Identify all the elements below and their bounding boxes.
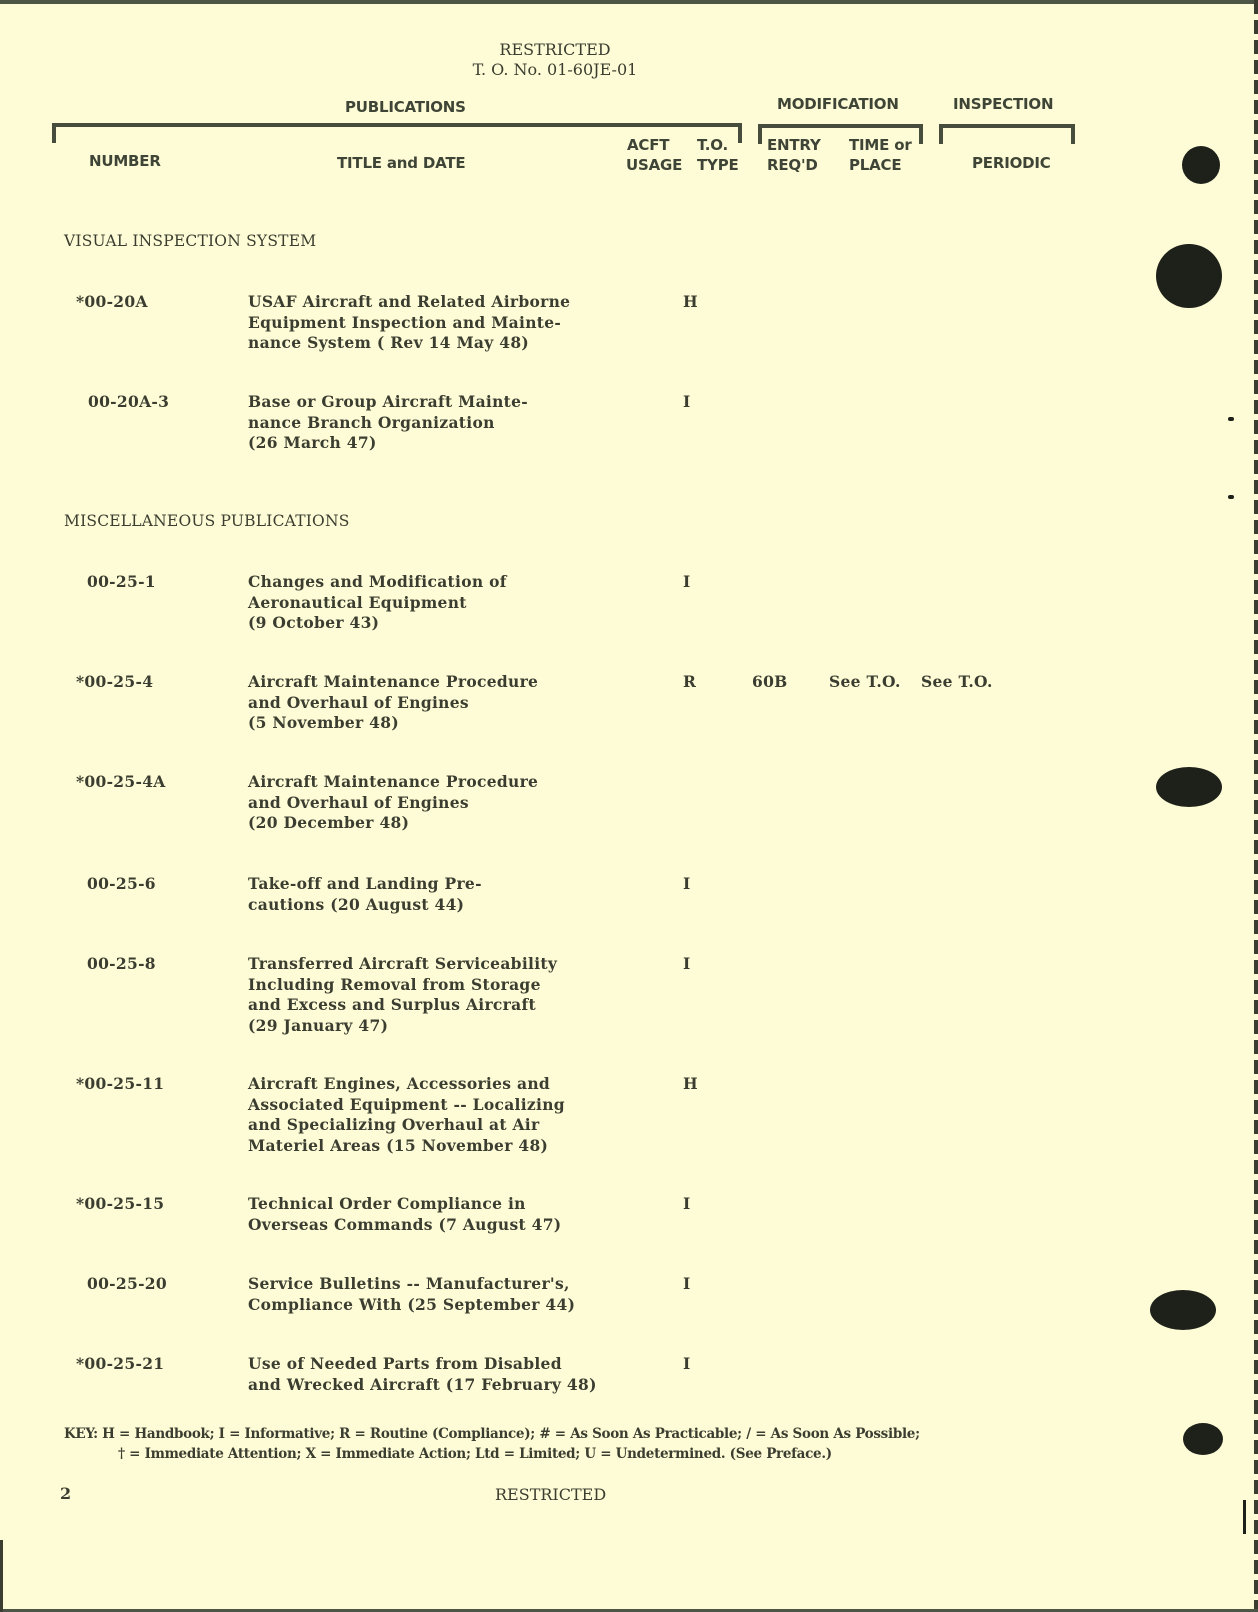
publication-number: *00-25-11: [76, 1074, 165, 1093]
modification-bracket: [758, 124, 923, 128]
entry-reqd: 60B: [752, 672, 788, 691]
publication-number: *00-20A: [76, 292, 148, 311]
binder-mark: [1228, 495, 1234, 499]
col-entry-reqd: ENTRY REQ'D: [767, 136, 821, 174]
publication-title: Changes and Modification of Aeronautical Equipment (9 October 43): [248, 572, 507, 632]
punch-hole: [1156, 767, 1222, 807]
inspection-bracket: [939, 124, 1075, 128]
col-time-place: TIME or PLACE: [849, 136, 912, 174]
to-type: I: [683, 1354, 691, 1373]
col-title-date: TITLE and DATE: [337, 154, 466, 172]
section-title: MISCELLANEOUS PUBLICATIONS: [64, 512, 350, 530]
to-type: I: [683, 874, 691, 893]
page-left-edge: [0, 1540, 3, 1612]
publication-title: USAF Aircraft and Related Airborne Equipment Inspection and Mainte- nance System ( Rev 14 May 48): [248, 292, 571, 352]
col-to-type: T.O. TYPE: [697, 136, 739, 174]
key-legend: KEY: H = Handbook; I = Informative; R = Routine (Compliance); # = As Soon As Practicable; / = As Soon As Possible; † = Immediate Attention; X = Immediate Action; Ltd = Limited; U = Undetermined. (See Preface.): [64, 1426, 920, 1462]
to-number: T. O. No. 01-60JE-01: [472, 60, 638, 79]
publication-title: Technical Order Compliance in Overseas Commands (7 August 47): [248, 1194, 562, 1234]
to-type: I: [683, 572, 691, 591]
to-type: I: [683, 392, 691, 411]
to-type: I: [683, 1194, 691, 1213]
publication-number: 00-25-6: [87, 874, 156, 893]
punch-hole: [1183, 1423, 1223, 1455]
publication-number: *00-25-4: [76, 672, 154, 691]
binder-mark: [1228, 417, 1234, 421]
publication-title: Use of Needed Parts from Disabled and Wrecked Aircraft (17 February 48): [248, 1354, 597, 1394]
to-type: R: [683, 672, 697, 691]
publication-number: 00-25-8: [87, 954, 156, 973]
punch-hole: [1156, 244, 1222, 308]
publication-title: Aircraft Maintenance Procedure and Overhaul of Engines (20 December 48): [248, 772, 539, 832]
section-title: VISUAL INSPECTION SYSTEM: [64, 232, 317, 250]
punch-hole: [1150, 1290, 1216, 1330]
col-periodic: PERIODIC: [972, 154, 1051, 172]
to-type: H: [683, 292, 698, 311]
publication-title: Aircraft Maintenance Procedure and Overhaul of Engines (5 November 48): [248, 672, 539, 732]
publication-title: Service Bulletins -- Manufacturer's, Compliance With (25 September 44): [248, 1274, 576, 1314]
page-top-edge: [0, 0, 1258, 4]
punch-hole: [1182, 146, 1220, 184]
page-header: [400, 40, 710, 80]
col-acft-usage: ACFT USAGE: [626, 136, 683, 174]
publication-number: *00-25-15: [76, 1194, 165, 1213]
binder-mark: [1243, 1500, 1246, 1534]
publication-number: *00-25-4A: [76, 772, 166, 791]
publication-title: Base or Group Aircraft Mainte- nance Branch Organization (26 March 47): [248, 392, 529, 452]
classification-footer: RESTRICTED: [495, 1485, 607, 1504]
publication-number: 00-25-1: [87, 572, 156, 591]
page-right-edge: [1254, 0, 1258, 1612]
group-modification: MODIFICATION: [777, 95, 899, 113]
to-type: I: [683, 954, 691, 973]
to-type: I: [683, 1274, 691, 1293]
publication-title: Transferred Aircraft Serviceability Including Removal from Storage and Excess and Surplus Aircraft (29 January 47): [248, 954, 558, 1035]
periodic: See T.O.: [921, 672, 993, 691]
to-type: H: [683, 1074, 698, 1093]
group-publications: PUBLICATIONS: [345, 98, 466, 116]
publication-title: Take-off and Landing Pre- cautions (20 August 44): [248, 874, 482, 914]
publication-number: *00-25-21: [76, 1354, 165, 1373]
publication-number: 00-25-20: [87, 1274, 167, 1293]
group-inspection: INSPECTION: [953, 95, 1054, 113]
page-number: 2: [60, 1484, 72, 1503]
publication-number: 00-20A-3: [88, 392, 170, 411]
publication-title: Aircraft Engines, Accessories and Associated Equipment -- Localizing and Specializing Overhaul at Air Materiel Areas (15 November 48): [248, 1074, 565, 1155]
col-number: NUMBER: [89, 152, 161, 170]
time-or-place: See T.O.: [829, 672, 901, 691]
classification-header: RESTRICTED: [499, 40, 611, 59]
publications-bracket: [52, 123, 742, 127]
